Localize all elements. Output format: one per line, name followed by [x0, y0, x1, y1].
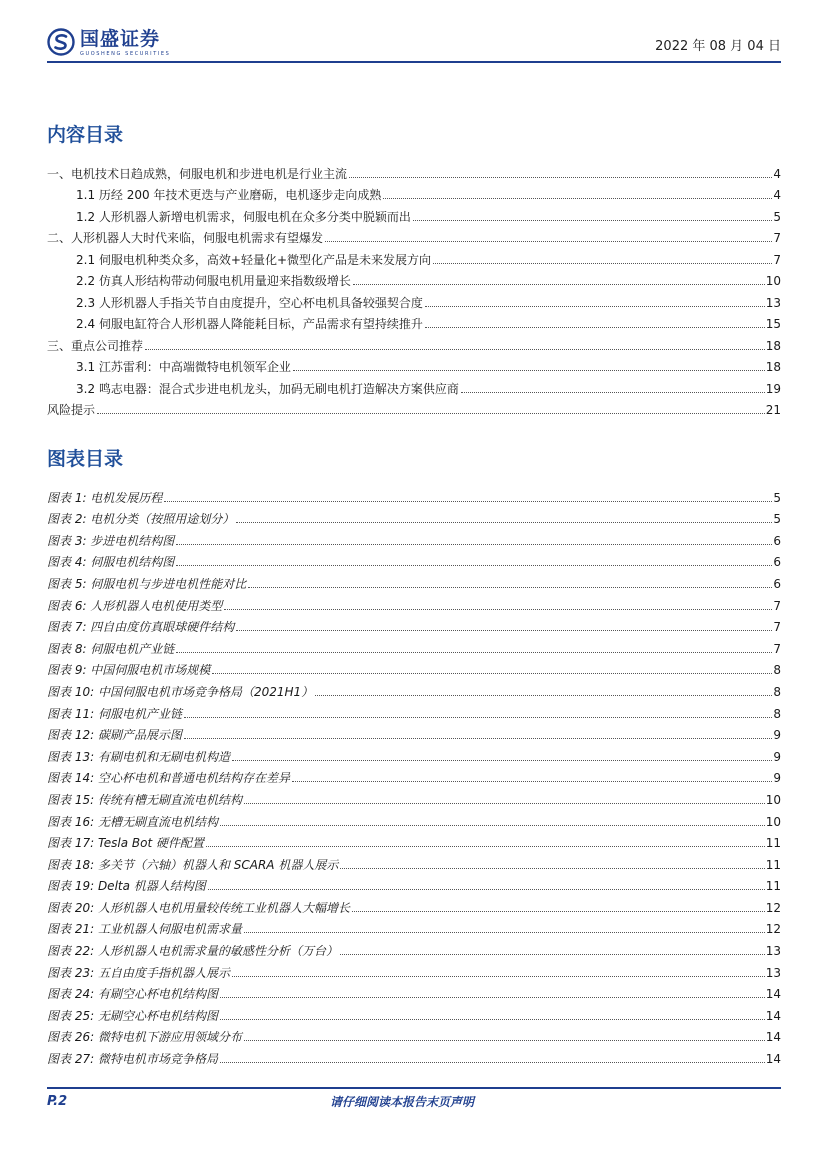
- figure-entry-page: 11: [765, 879, 781, 894]
- contents-entry-page: 18: [765, 360, 781, 374]
- figures-list: [47, 483, 781, 1066]
- contents-entry-page: 13: [765, 295, 781, 310]
- figure-entry-page: 13: [765, 965, 781, 980]
- figure-entry[interactable]: [47, 721, 781, 743]
- figure-entry-page: 8: [773, 663, 781, 678]
- figure-entry[interactable]: [47, 742, 781, 764]
- report-date: 2022 年 08 月 04 日: [655, 39, 781, 54]
- contents-entry[interactable]: [47, 310, 781, 332]
- dot-leader: [315, 695, 772, 696]
- contents-entry[interactable]: [47, 224, 781, 246]
- figure-entry-page: 12: [765, 900, 781, 915]
- figure-entry[interactable]: [47, 1023, 781, 1045]
- dot-leader: [244, 1040, 765, 1041]
- figure-entry-title: 图表 4: 伺服电机结构图: [47, 555, 175, 570]
- figure-entry[interactable]: [47, 483, 781, 505]
- figure-entry-page: 8: [773, 684, 781, 699]
- dot-leader: [425, 327, 765, 328]
- dot-leader: [176, 565, 772, 566]
- figure-entry-page: 12: [765, 922, 781, 937]
- contents-entry[interactable]: [47, 374, 781, 396]
- contents-entry-page: 4: [773, 188, 781, 202]
- dot-leader: [340, 954, 765, 955]
- figure-entry[interactable]: [47, 807, 781, 829]
- figures-title: 图表目录: [47, 448, 124, 470]
- contents-entry-page: 5: [773, 209, 781, 224]
- figure-entry-title: 图表 14: 空心杯电机和普通电机结构存在差异: [47, 771, 290, 786]
- figure-entry[interactable]: [47, 505, 781, 527]
- footer-divider: [47, 1087, 781, 1089]
- figure-entry[interactable]: [47, 1001, 781, 1023]
- figure-entry[interactable]: [47, 764, 781, 786]
- contents-entry-page: 15: [765, 317, 781, 331]
- dot-leader: [425, 306, 765, 307]
- dot-leader: [383, 198, 772, 199]
- contents-entry[interactable]: [47, 396, 781, 418]
- dot-leader: [224, 609, 772, 610]
- figure-entry-title: 图表 24: 有刷空心杯电机结构图: [47, 987, 218, 1002]
- figure-entry-title: 图表 18: 多关节（六轴）机器人和 SCARA 机器人展示: [47, 857, 339, 872]
- contents-entry-title: 二、人形机器人大时代来临，伺服电机需求有望爆发: [47, 231, 324, 245]
- contents-entry-title: 1.2 人形机器人新增电机需求，伺服电机在众多分类中脱颖而出: [76, 209, 411, 224]
- figure-entry-title: 图表 21: 工业机器人伺服电机需求量: [47, 922, 242, 937]
- figure-entry[interactable]: [47, 656, 781, 678]
- figure-entry[interactable]: [47, 634, 781, 656]
- figure-entry[interactable]: [47, 936, 781, 958]
- figure-entry-title: 图表 1: 电机发展历程: [47, 490, 163, 505]
- contents-entry-page: 10: [765, 274, 781, 288]
- figure-entry-title: 图表 13: 有刷电机和无刷电机构造: [47, 749, 230, 764]
- dot-leader: [244, 932, 765, 933]
- figure-entry-page: 7: [773, 620, 781, 635]
- figure-entry-page: 5: [773, 490, 781, 505]
- contents-entry-title: 2.3 人形机器人手指关节自由度提升，空心杯电机具备较强契合度: [76, 295, 423, 310]
- dot-leader: [433, 263, 772, 264]
- figure-entry-title: 图表 16: 无槽无刷直流电机结构: [47, 814, 218, 829]
- guosheng-logo-icon: [47, 28, 75, 56]
- figure-entry-page: 10: [765, 792, 781, 807]
- figure-entry[interactable]: [47, 613, 781, 635]
- dot-leader: [176, 544, 772, 545]
- page-header: [47, 26, 781, 62]
- figure-entry[interactable]: [47, 872, 781, 894]
- contents-entry[interactable]: [47, 181, 781, 203]
- contents-entry-page: 4: [773, 166, 781, 181]
- dot-leader: [293, 370, 765, 371]
- contents-entry[interactable]: [47, 288, 781, 310]
- dot-leader: [236, 630, 772, 631]
- figure-entry-page: 6: [773, 555, 781, 570]
- figure-entry-title: 图表 11: 伺服电机产业链: [47, 706, 182, 721]
- figure-entry-title: 图表 26: 微特电机下游应用领域分布: [47, 1030, 242, 1045]
- dot-leader: [353, 284, 765, 285]
- contents-entry[interactable]: [47, 245, 781, 267]
- figure-entry-page: 5: [773, 512, 781, 527]
- dot-leader: [145, 349, 765, 350]
- dot-leader: [413, 220, 772, 221]
- logo-subtitle: GUOSHENG SECURITIES: [80, 51, 171, 57]
- dot-leader: [236, 522, 772, 523]
- contents-entry-title: 2.2 仿真人形结构带动伺服电机用量迎来指数级增长: [76, 274, 351, 288]
- figure-entry-title: 图表 12: 碳刷产品展示图: [47, 728, 182, 743]
- figure-entry-title: 图表 19: Delta 机器人结构图: [47, 879, 206, 894]
- dot-leader: [340, 868, 764, 869]
- figure-entry-title: 图表 7: 四自由度仿真眼球硬件结构: [47, 620, 235, 635]
- dot-leader: [176, 652, 772, 653]
- figure-entry[interactable]: [47, 893, 781, 915]
- contents-entry[interactable]: [47, 202, 781, 224]
- dot-leader: [220, 1019, 765, 1020]
- figure-entry[interactable]: [47, 850, 781, 872]
- figure-entry[interactable]: [47, 526, 781, 548]
- figure-entry-title: 图表 15: 传统有槽无刷直流电机结构: [47, 792, 242, 807]
- figure-entry-title: 图表 6: 人形机器人电机使用类型: [47, 598, 223, 613]
- contents-entry-page: 7: [773, 252, 781, 267]
- dot-leader: [220, 1062, 765, 1063]
- dot-leader: [212, 673, 772, 674]
- figure-entry-title: 图表 27: 微特电机市场竞争格局: [47, 1052, 218, 1067]
- contents-entry[interactable]: [47, 331, 781, 353]
- contents-entry-title: 一、电机技术日趋成熟，伺服电机和步进电机是行业主流: [47, 166, 348, 181]
- contents-entry[interactable]: [47, 353, 781, 375]
- figure-entry[interactable]: [47, 548, 781, 570]
- figure-entry[interactable]: [47, 980, 781, 1002]
- contents-entry-title: 1.1 历经 200 年技术更迭与产业磨砺，电机逐步走向成熟: [76, 188, 382, 202]
- figure-entry-page: 14: [765, 987, 781, 1002]
- header-divider: [47, 61, 781, 63]
- figure-entry-page: 9: [773, 749, 781, 764]
- figure-entry-page: 7: [773, 641, 781, 656]
- contents-entry-title: 风险提示: [47, 403, 96, 417]
- figure-entry-page: 9: [773, 728, 781, 743]
- dot-leader: [220, 825, 765, 826]
- dot-leader: [248, 587, 772, 588]
- logo-text: 国盛证券: [80, 28, 161, 50]
- figure-entry-title: 图表 2: 电机分类（按照用途划分）: [47, 512, 235, 527]
- figure-entry[interactable]: [47, 677, 781, 699]
- figure-entry[interactable]: [47, 591, 781, 613]
- contents-entry-title: 三、重点公司推荐: [47, 338, 144, 353]
- page-number: P.2: [47, 1094, 68, 1109]
- contents-entry-title: 3.2 鸣志电器：混合式步进电机龙头，加码无刷电机打造解决方案供应商: [76, 381, 459, 396]
- contents-entry-title: 3.1 江苏雷利：中高端微特电机领军企业: [76, 360, 291, 374]
- dot-leader: [220, 997, 765, 998]
- dot-leader: [325, 241, 772, 242]
- contents-entry-title: 2.4 伺服电缸符合人形机器人降能耗目标，产品需求有望持续推升: [76, 317, 423, 331]
- figure-entry[interactable]: [47, 915, 781, 937]
- figure-entry[interactable]: [47, 829, 781, 851]
- dot-leader: [184, 738, 772, 739]
- contents-entry-page: 7: [773, 231, 781, 245]
- figure-entry-title: 图表 22: 人形机器人电机需求量的敏感性分析（万台）: [47, 944, 338, 959]
- figure-entry-page: 7: [773, 598, 781, 613]
- figure-entry-page: 14: [765, 1030, 781, 1045]
- contents-list: [47, 159, 781, 417]
- figure-entry-page: 6: [773, 533, 781, 548]
- contents-entry[interactable]: [47, 159, 781, 181]
- figure-entry-page: 11: [765, 857, 781, 872]
- figure-entry-page: 13: [765, 944, 781, 959]
- contents-entry-page: 18: [765, 338, 781, 353]
- dot-leader: [349, 177, 772, 178]
- dot-leader: [352, 911, 765, 912]
- figure-entry[interactable]: [47, 958, 781, 980]
- figure-entry[interactable]: [47, 569, 781, 591]
- figure-entry-title: 图表 9: 中国伺服电机市场规模: [47, 663, 211, 678]
- dot-leader: [208, 889, 765, 890]
- figure-entry-page: 8: [773, 706, 781, 721]
- figure-entry-title: 图表 3: 步进电机结构图: [47, 533, 175, 548]
- figure-entry[interactable]: [47, 1044, 781, 1066]
- dot-leader: [184, 717, 772, 718]
- contents-entry[interactable]: [47, 267, 781, 289]
- figure-entry-page: 14: [765, 1008, 781, 1023]
- figure-entry-page: 6: [773, 576, 781, 591]
- figure-entry[interactable]: [47, 785, 781, 807]
- figure-entry-title: 图表 5: 伺服电机与步进电机性能对比: [47, 576, 247, 591]
- figure-entry-title: 图表 17: Tesla Bot 硬件配置: [47, 836, 205, 851]
- dot-leader: [232, 976, 765, 977]
- dot-leader: [206, 846, 765, 847]
- figure-entry-title: 图表 25: 无刷空心杯电机结构图: [47, 1008, 218, 1023]
- figure-entry-page: 11: [765, 836, 781, 851]
- figure-entry-title: 图表 23: 五自由度手指机器人展示: [47, 965, 230, 980]
- contents-entry-page: 21: [765, 403, 781, 417]
- contents-entry-title: 2.1 伺服电机种类众多，高效+轻量化+微型化产品是未来发展方向: [76, 252, 432, 267]
- figure-entry-page: 10: [765, 814, 781, 829]
- figure-entry-title: 图表 8: 伺服电机产业链: [47, 641, 175, 656]
- dot-leader: [244, 803, 765, 804]
- dot-leader: [292, 781, 772, 782]
- contents-title: 内容目录: [47, 124, 124, 146]
- dot-leader: [164, 501, 772, 502]
- dot-leader: [461, 392, 765, 393]
- figure-entry-page: 9: [773, 771, 781, 786]
- dot-leader: [232, 760, 772, 761]
- contents-entry-page: 19: [765, 381, 781, 396]
- figure-entry-title: 图表 10: 中国伺服电机市场竞争格局（2021H1）: [47, 684, 314, 699]
- figure-entry[interactable]: [47, 699, 781, 721]
- figure-entry-page: 14: [765, 1052, 781, 1067]
- figure-entry-title: 图表 20: 人形机器人电机用量较传统工业机器人大幅增长: [47, 900, 350, 915]
- dot-leader: [97, 413, 765, 414]
- disclaimer-note: 请仔细阅读本报告末页声明: [330, 1095, 475, 1109]
